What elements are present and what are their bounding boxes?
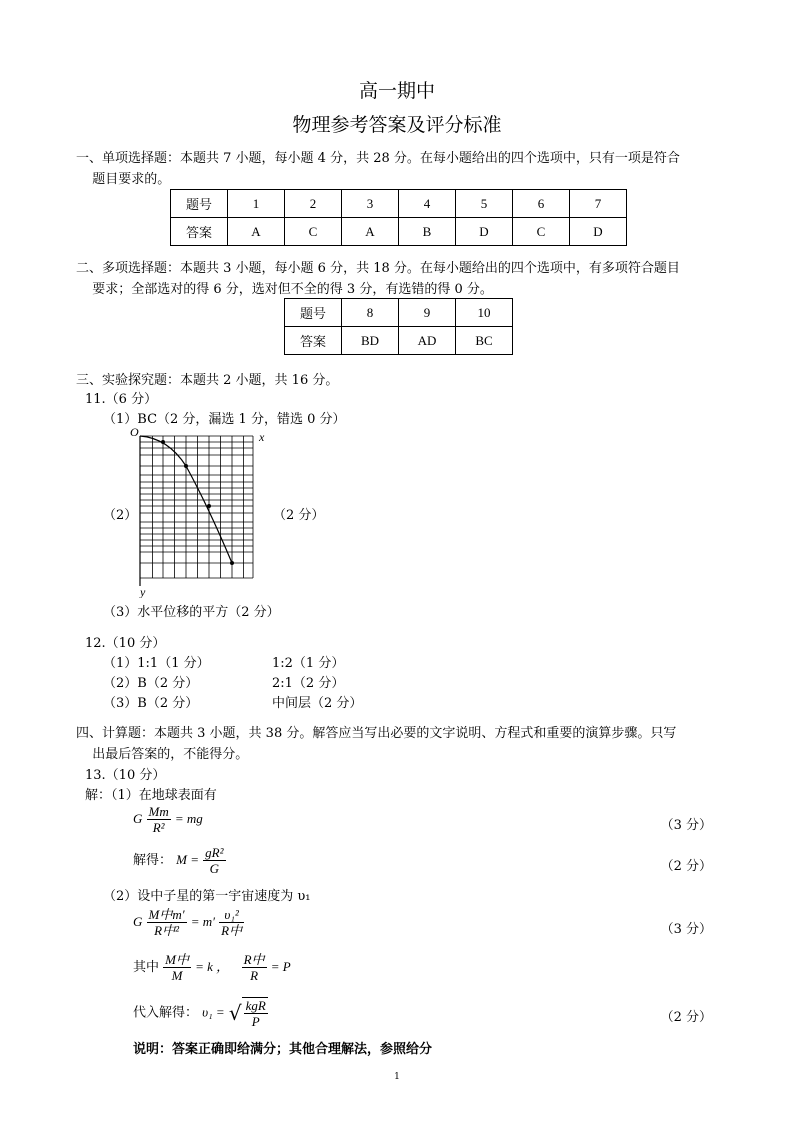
y-axis-label: y <box>140 585 146 598</box>
trajectory-point <box>184 464 188 468</box>
table-row <box>171 190 627 218</box>
table-cell: 4 <box>399 190 456 218</box>
table-cell: 10 <box>456 299 513 327</box>
q13-note: 说明：答案正确即给满分；其他合理解法，参照给分 <box>133 1042 433 1057</box>
origin-label: O <box>130 426 139 439</box>
equation-2: 解得： M = $\frac{\text{gR²}}{G}$ <box>133 845 224 876</box>
q12-row-right: 2:1（2 分） <box>272 676 345 691</box>
section1-answer-table <box>170 189 627 246</box>
row-label: 答案 <box>285 327 342 355</box>
table-cell: C <box>285 218 342 246</box>
table-row <box>285 327 513 355</box>
q11-part3: （3）水平位移的平方（2 分） <box>103 605 280 620</box>
trajectory-point <box>230 561 234 565</box>
table-cell: BD <box>342 327 399 355</box>
section2-answer-table <box>284 298 513 355</box>
graph-grid <box>140 436 253 578</box>
score-eq3: （3 分） <box>660 922 712 937</box>
equation-4: 其中 $\frac{\text{M中}}{M}$ = k ， $\frac{\text{R中}}{R}$ = P <box>133 952 291 983</box>
q12-row-right: 中间层（2 分） <box>272 696 363 711</box>
trajectory-point <box>207 504 211 508</box>
section2-heading: 二、多项选择题：本题共 3 小题，每小题 6 分，共 18 分。在每小题给出的四个选项中，有多项符合题目 要求；全部选对的得 6 分，选对但不全的得 3 分，有选错的得 0 分。 <box>76 261 680 297</box>
equation-5: 代入解得： υ₁ = √ $\frac{\text{kgR}}{P}$ <box>133 998 266 1029</box>
section1-heading: 一、单项选择题：本题共 7 小题，每小题 4 分，共 28 分。在每小题给出的四个选项中，只有一项是符合 题目要求的。 <box>76 151 680 187</box>
q11-title: 11.（6 分） <box>85 392 158 407</box>
row-label: 题号 <box>171 190 228 218</box>
table-cell: 7 <box>570 190 627 218</box>
table-cell: 6 <box>513 190 570 218</box>
table-cell: 2 <box>285 190 342 218</box>
table-row <box>171 218 627 246</box>
q12-row-left: （3）B（2 分） <box>103 696 199 711</box>
table-cell: A <box>342 218 399 246</box>
q13-intro: 解：（1）在地球表面有 <box>85 788 217 803</box>
table-cell: C <box>513 218 570 246</box>
page-title: 高一期中 <box>358 80 435 102</box>
q11-part2-label: （2） <box>103 508 138 523</box>
table-cell: AD <box>399 327 456 355</box>
sqrt-icon: √ <box>228 1001 242 1025</box>
trajectory-graph <box>128 426 268 598</box>
q12-row-left: （1）1:1（1 分） <box>103 656 210 671</box>
table-cell: 5 <box>456 190 513 218</box>
equation-1: G $\frac{Mm}{\text{R²}}$ = mg <box>133 804 203 835</box>
row-label: 答案 <box>171 218 228 246</box>
q12-row-right: 1:2（1 分） <box>272 656 345 671</box>
table-cell: D <box>570 218 627 246</box>
page-subtitle: 物理参考答案及评分标准 <box>292 114 502 136</box>
row-label: 题号 <box>285 299 342 327</box>
score-eq2: （2 分） <box>660 859 712 874</box>
table-cell: BC <box>456 327 513 355</box>
table-cell: B <box>399 218 456 246</box>
x-axis-label: x <box>259 430 265 444</box>
table-cell: 3 <box>342 190 399 218</box>
page-number: 1 <box>394 1072 400 1082</box>
trajectory-point <box>161 440 165 444</box>
section4-heading: 四、计算题：本题共 3 小题，共 38 分。解答应当写出必要的文字说明、方程式和重要的演算步骤。只写 出最后答案的，不能得分。 <box>76 726 677 762</box>
equation-3: G $\frac{\text{M中m′}}{\text{R中²}}$ = m′ $\frac{\text{υ₁²}}{\text{R中}}$ <box>133 907 243 938</box>
table-cell: 8 <box>342 299 399 327</box>
table-row <box>285 299 513 327</box>
q12-row-left: （2）B（2 分） <box>103 676 199 691</box>
section3-heading: 三、实验探究题：本题共 2 小题，共 16 分。 <box>76 373 339 388</box>
score-eq5: （2 分） <box>660 1010 712 1025</box>
q11-part1: （1）BC（2 分，漏选 1 分，错选 0 分） <box>103 412 346 427</box>
table-cell: 1 <box>228 190 285 218</box>
table-cell: D <box>456 218 513 246</box>
score-eq1: （3 分） <box>660 818 712 833</box>
q11-part2-score: （2 分） <box>273 508 325 523</box>
q12-title: 12.（10 分） <box>85 636 166 651</box>
table-cell: 9 <box>399 299 456 327</box>
table-cell: A <box>228 218 285 246</box>
q13-part2: （2）设中子星的第一宇宙速度为 υ₁ <box>103 889 311 904</box>
q13-title: 13.（10 分） <box>85 768 166 783</box>
